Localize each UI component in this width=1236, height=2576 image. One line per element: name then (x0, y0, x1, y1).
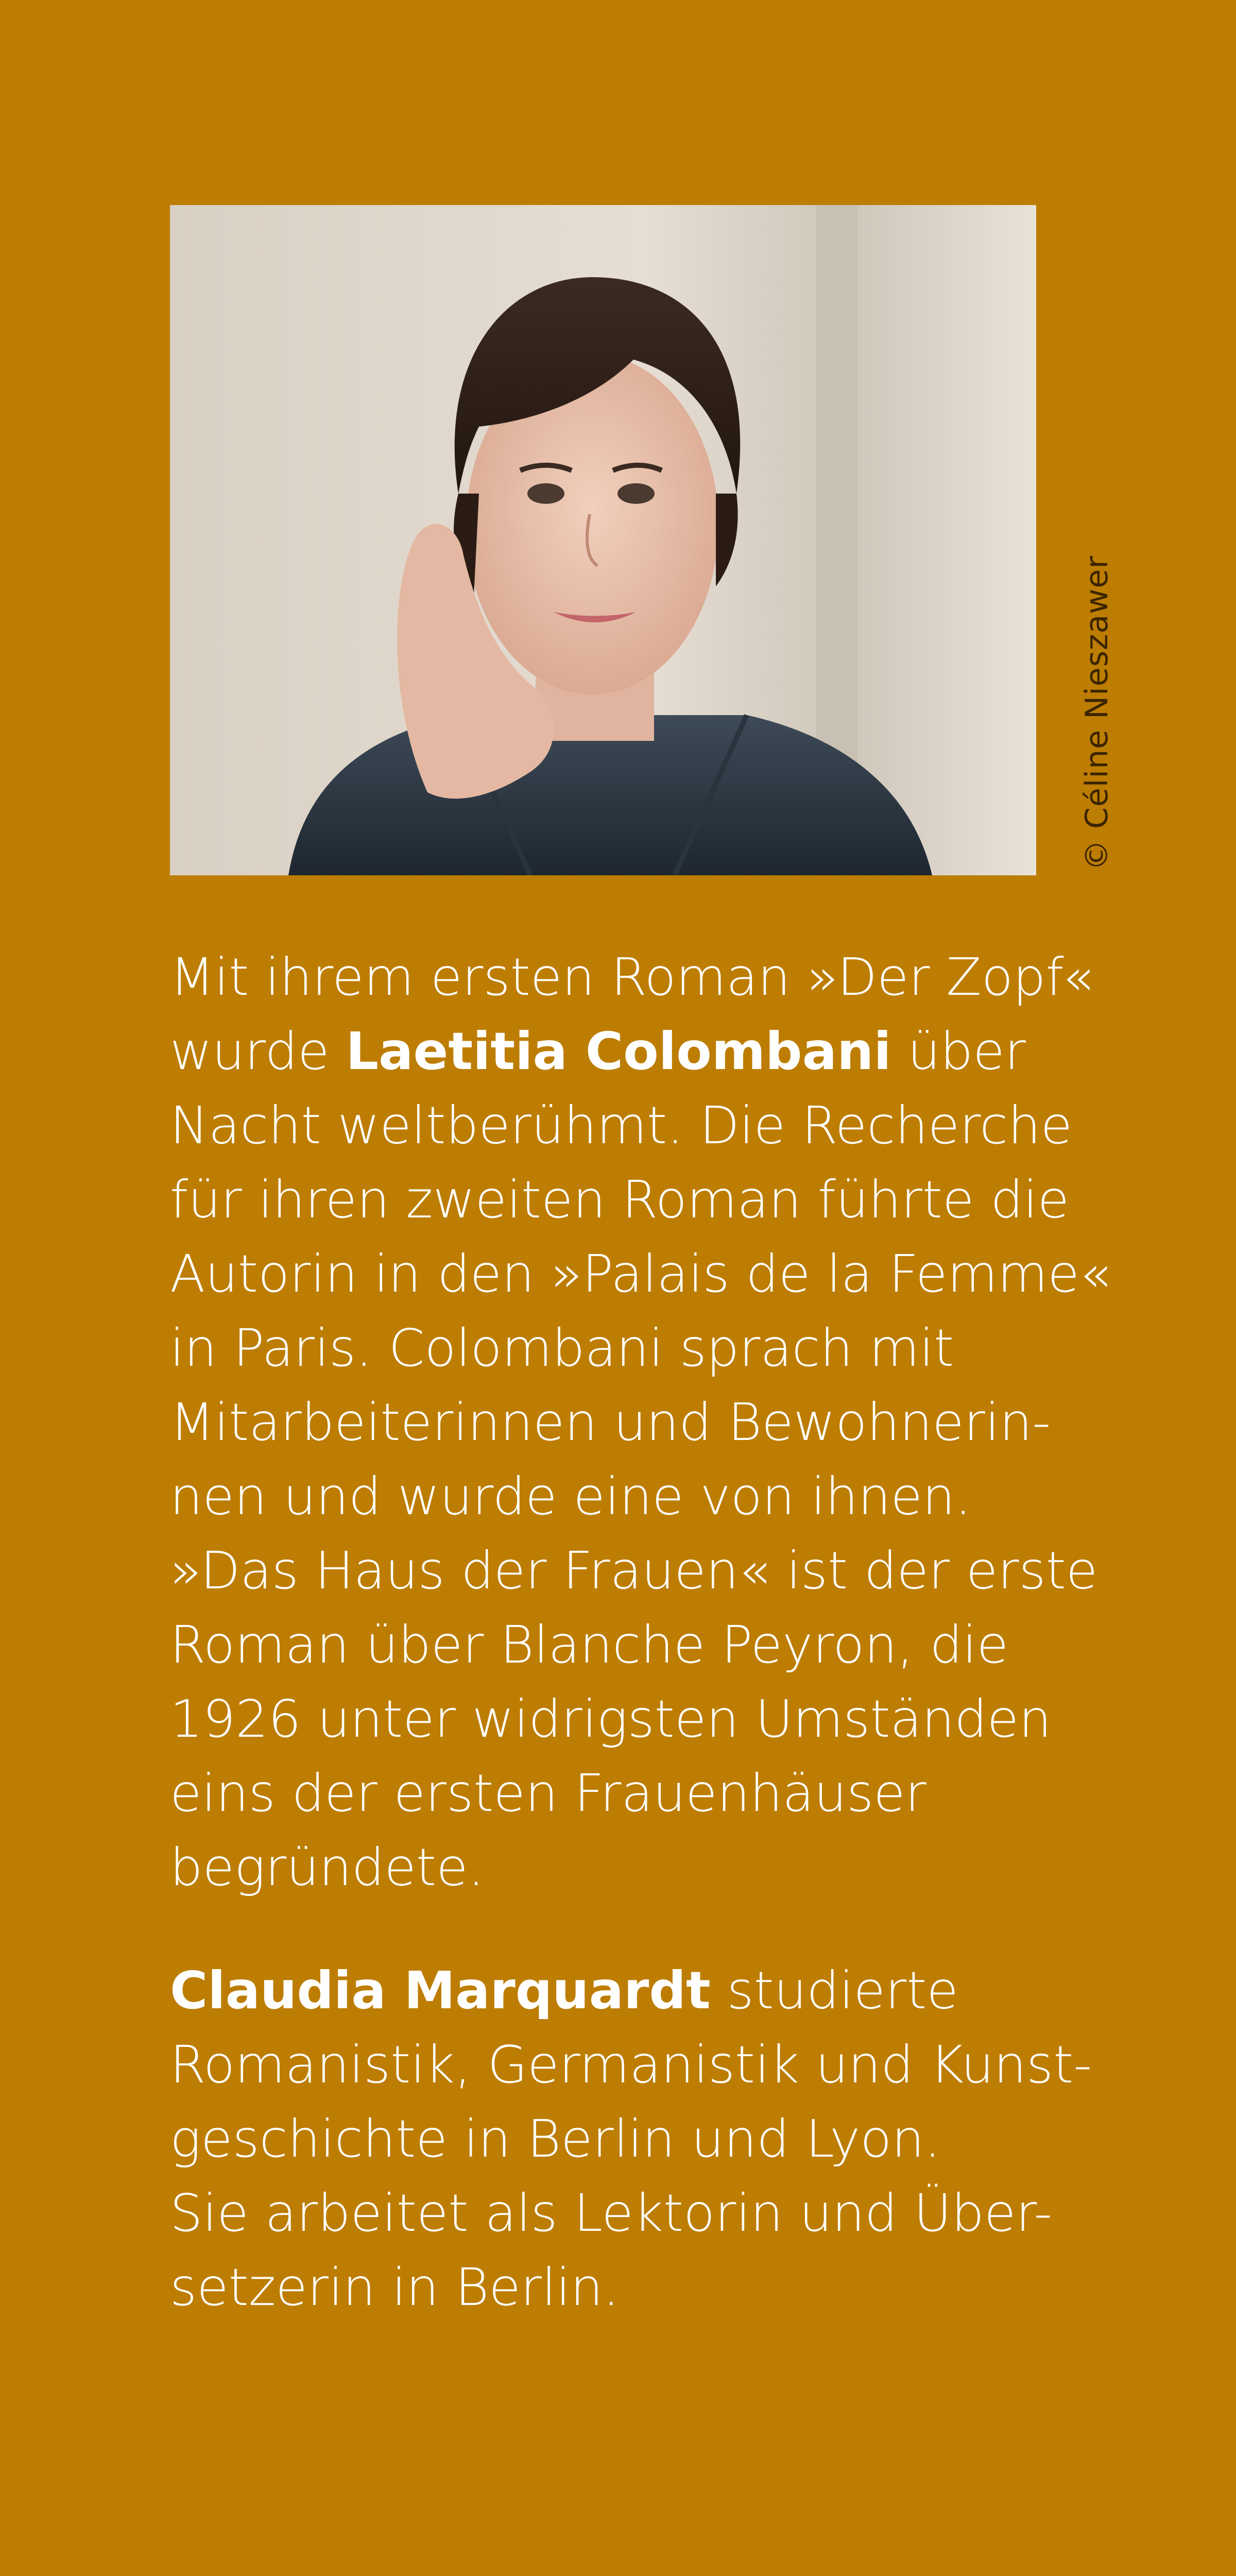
bio-line: Nacht weltberühmt. Die Recherche (170, 1095, 1073, 1156)
bio-line-part: über (891, 1021, 1026, 1081)
bio-text (170, 940, 1111, 2325)
bio-line: setzerin in Berlin. (170, 2257, 620, 2317)
bio-line: begründete. (170, 1837, 485, 1897)
translator-name: Claudia Marquardt (170, 1960, 711, 2021)
translator-bio (170, 1954, 1092, 2325)
bio-line: Romanistik, Germanistik und Kunst- (170, 2035, 1092, 2095)
bio-line: eins der ersten Frauenhäuser (170, 1763, 926, 1823)
bio-line-part: studierte (710, 1960, 958, 2021)
author-name: Laetitia Colombani (346, 1021, 891, 1081)
bio-line: Autorin in den »Palais de la Femme« (170, 1244, 1111, 1304)
bio-line: Sie arbeitet als Lektorin und Über- (170, 2183, 1053, 2243)
bio-line: nen und wurde eine von ihnen. (170, 1466, 972, 1527)
bio-line-with-name (170, 1014, 1092, 1089)
bio-line-with-name (170, 1954, 1092, 2028)
author-photo (170, 205, 1036, 875)
bio-line: »Das Haus der Frauen« ist der erste (170, 1540, 1098, 1601)
bio-line: für ihren zweiten Roman führte die (170, 1170, 1070, 1230)
bio-line: Mitarbeiterinnen und Bewohnerin- (170, 1392, 1051, 1452)
bio-line: in Paris. Colombani sprach mit (170, 1318, 954, 1378)
bio-line-part: wurde (170, 1021, 346, 1081)
bio-line: 1926 unter widrigsten Umständen (170, 1689, 1052, 1749)
author-bio (170, 940, 1111, 1905)
author-portrait-image (170, 205, 1036, 875)
bio-line: Mit ihrem ersten Roman »Der Zopf« (170, 947, 1094, 1007)
photo-credit: © Céline Nieszawer (1079, 555, 1115, 871)
bio-line: Roman über Blanche Peyron, die (170, 1615, 1009, 1675)
bio-line: geschichte in Berlin und Lyon. (170, 2109, 941, 2169)
